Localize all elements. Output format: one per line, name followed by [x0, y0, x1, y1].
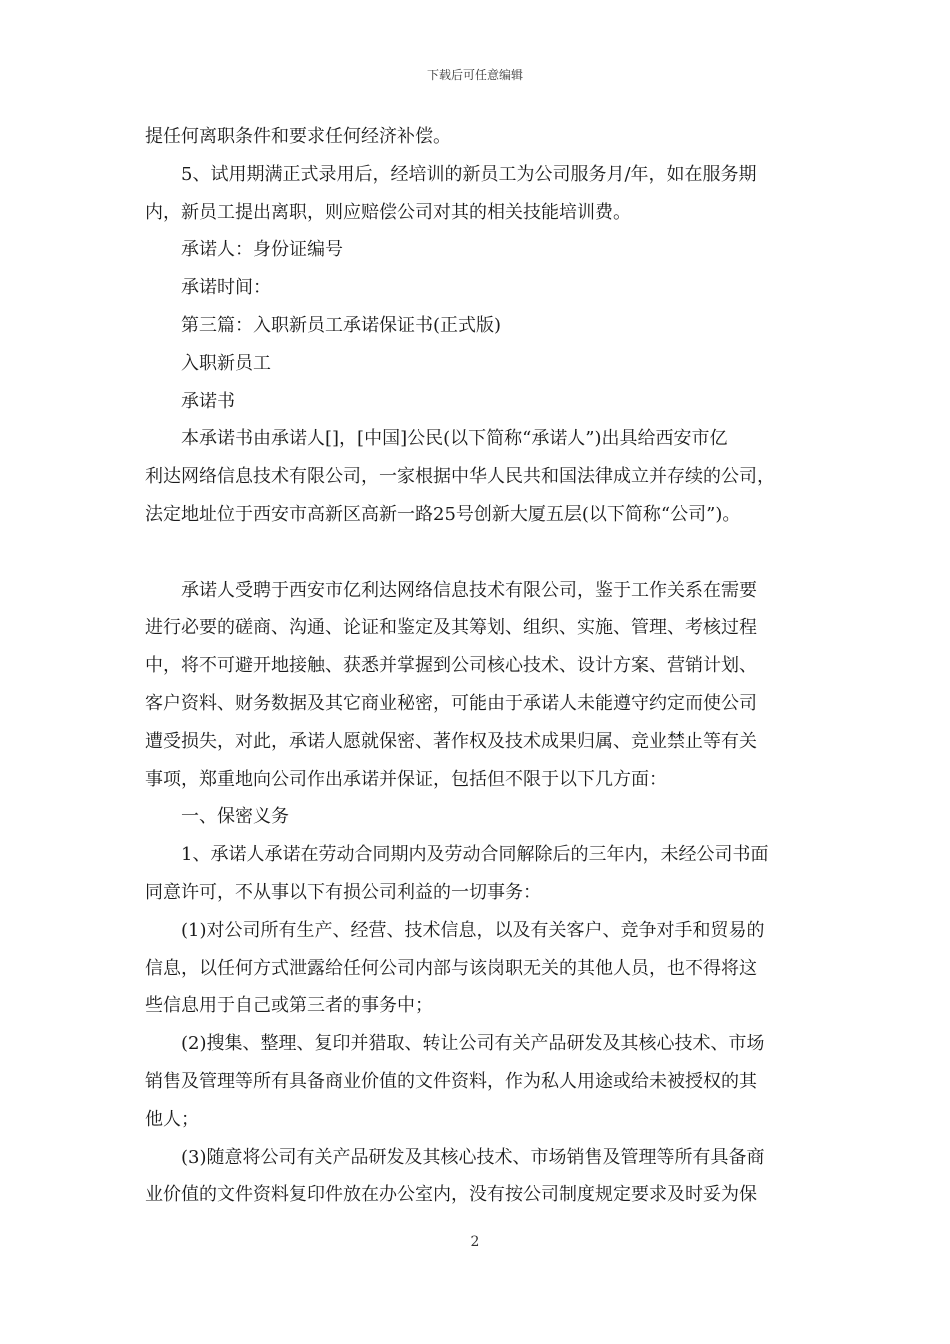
text-line: 1、承诺人承诺在劳动合同期内及劳动合同解除后的三年内，未经公司书面: [181, 844, 769, 866]
text-line: (1)对公司所有生产、经营、技术信息，以及有关客户、竞争对手和贸易的: [181, 919, 765, 941]
text-line: 法定地址位于西安市高新区高新一路25号创新大厦五层(以下简称“公司”)。: [145, 503, 741, 525]
section-title: 第三篇：入职新员工承诺保证书(正式版): [181, 314, 502, 336]
text-line: 内，新员工提出离职，则应赔偿公司对其的相关技能培训费。: [145, 201, 631, 223]
text-line: 遭受损失，对此，承诺人愿就保密、著作权及技术成果归属、竞业禁止等有关: [145, 730, 757, 752]
text-line: 承诺时间：: [181, 277, 271, 299]
text-line: 信息，以任何方式泄露给任何公司内部与该岗职无关的其他人员，也不得将这: [145, 957, 757, 979]
blank-line: [145, 534, 807, 572]
text-line: 利达网络信息技术有限公司，一家根据中华人民共和国法律成立并存续的公司，: [145, 466, 775, 488]
text-line: 事项，郑重地向公司作出承诺并保证，包括但不限于以下几方面：: [145, 768, 667, 790]
text-line: 承诺书: [181, 390, 235, 412]
text-line: 业价值的文件资料复印件放在办公室内，没有按公司制度规定要求及时妥为保: [145, 1184, 757, 1206]
text-line: 本承诺书由承诺人[]，[中国]公民(以下简称“承诺人”)出具给西安市亿: [181, 428, 728, 450]
text-line: 提任何离职条件和要求任何经济补偿。: [145, 126, 451, 147]
text-line: (2)搜集、整理、复印并猎取、转让公司有关产品研发及其核心技术、市场: [181, 1033, 765, 1055]
text-line: 承诺人受聘于西安市亿利达网络信息技术有限公司，鉴于工作关系在需要: [181, 579, 757, 601]
text-line: 销售及管理等所有具备商业价值的文件资料，作为私人用途或给未被授权的其: [145, 1070, 757, 1092]
text-line: 5、试用期满正式录用后，经培训的新员工为公司服务月/年，如在服务期: [181, 163, 757, 185]
text-line: 中，将不可避开地接触、获悉并掌握到公司核心技术、设计方案、营销计划、: [145, 655, 757, 677]
text-line: (3)随意将公司有关产品研发及其核心技术、市场销售及管理等所有具备商: [181, 1146, 765, 1168]
text-line: 他人；: [145, 1108, 199, 1130]
text-line: 进行必要的磋商、沟通、论证和鉴定及其筹划、组织、实施、管理、考核过程: [145, 617, 757, 639]
text-line: 些信息用于自己或第三者的事务中；: [145, 995, 433, 1017]
document-body: [145, 118, 807, 1214]
text-line: 客户资料、财务数据及其它商业秘密，可能由于承诺人未能遵守约定而使公司: [145, 692, 757, 714]
text-line: 入职新员工: [181, 352, 271, 374]
text-line: 同意许可，不从事以下有损公司利益的一切事务：: [145, 881, 541, 903]
text-line: 承诺人：身份证编号: [181, 239, 343, 261]
page-number: 2: [470, 1234, 480, 1250]
page-header: 下载后可任意编辑: [426, 68, 523, 82]
section-heading: 一、保密义务: [181, 806, 289, 828]
